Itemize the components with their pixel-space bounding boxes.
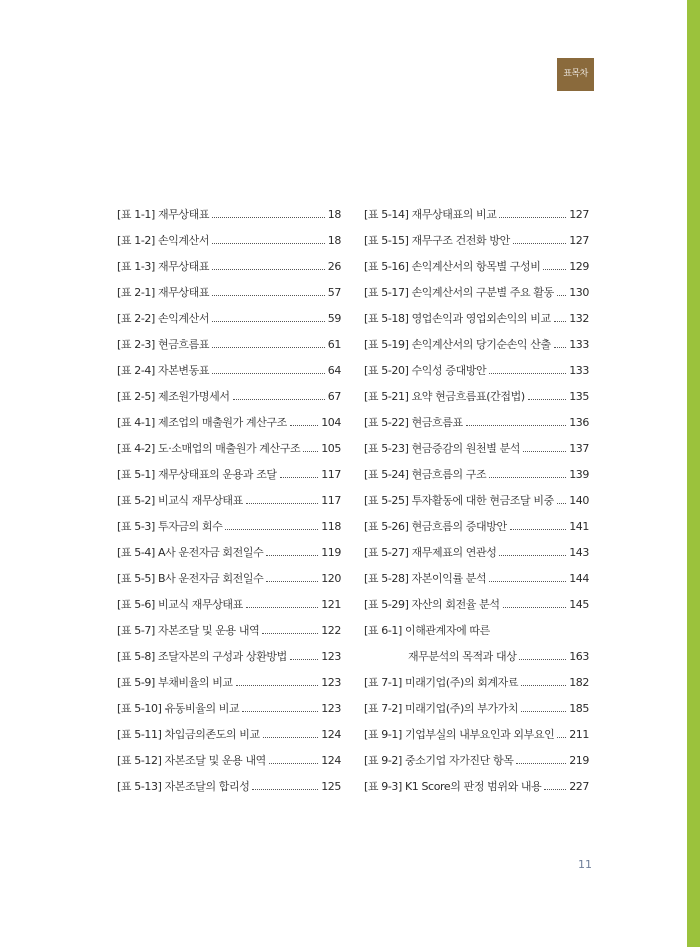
toc-dot-leader — [212, 269, 325, 270]
toc-entry-label: [표 5-22] 현금흐름표 — [364, 416, 463, 429]
toc-entry-page: 105 — [321, 441, 341, 455]
toc-entry-label: [표 2-1] 재무상태표 — [117, 286, 210, 299]
toc-entry-label: [표 5-27] 재무제표의 연관성 — [364, 546, 497, 559]
toc-entry — [364, 695, 589, 721]
toc-entry — [117, 669, 341, 695]
toc-entry — [117, 695, 341, 721]
toc-entry-label: [표 5-26] 현금흐름의 증대방안 — [364, 520, 507, 533]
toc-entry-page: 26 — [327, 259, 341, 273]
toc-entry — [364, 513, 589, 539]
toc-dot-leader — [489, 373, 566, 374]
toc-entry — [117, 409, 341, 435]
toc-entry-label: [표 5-28] 자본이익률 분석 — [364, 572, 487, 585]
toc-entry — [364, 773, 589, 799]
toc-entry — [117, 513, 341, 539]
toc-entry — [364, 357, 589, 383]
toc-entry-label: [표 9-3] K1 Score의 판정 범위와 내용 — [364, 780, 542, 793]
toc-entry-page: 136 — [569, 415, 589, 429]
toc-entry-label: [표 5-20] 수익성 증대방안 — [364, 364, 487, 377]
toc-dot-leader — [246, 503, 318, 504]
toc-entry-label: [표 5-7] 자본조달 및 운용 내역 — [117, 624, 260, 637]
section-tab: 표목차 — [557, 58, 594, 91]
toc-entry-page: 18 — [327, 233, 341, 247]
toc-entry-page: 121 — [321, 597, 341, 611]
toc-entry-label: [표 5-17] 손익계산서의 구분별 주요 활동 — [364, 286, 554, 299]
toc-entry-page: 140 — [569, 493, 589, 507]
toc-entry-label: [표 4-2] 도·소매업의 매출원가 계산구조 — [117, 442, 301, 455]
toc-entry-page: 127 — [569, 233, 589, 247]
toc-dot-leader — [290, 425, 318, 426]
toc-entry-page: 61 — [327, 337, 341, 351]
toc-entry-label: [표 5-15] 재무구조 건전화 방안 — [364, 234, 510, 247]
toc-entry — [117, 617, 341, 643]
toc-dot-leader — [246, 607, 318, 608]
toc-entry — [117, 435, 341, 461]
toc-dot-leader — [212, 321, 325, 322]
toc-entry-page: 163 — [569, 649, 589, 663]
toc-entry — [117, 591, 341, 617]
toc-entry-page: 18 — [327, 207, 341, 221]
toc-entry-page: 104 — [321, 415, 341, 429]
toc-entry — [364, 669, 589, 695]
toc-dot-leader — [242, 711, 318, 712]
toc-dot-leader — [513, 243, 566, 244]
toc-entry — [364, 617, 589, 643]
toc-entry-label: [표 5-4] A사 운전자금 회전일수 — [117, 546, 264, 559]
toc-dot-leader — [269, 763, 318, 764]
toc-entry-label: [표 5-19] 손익계산서의 당기순손익 산출 — [364, 338, 551, 351]
toc-entry — [364, 383, 589, 409]
toc-entry-label: [표 2-2] 손익계산서 — [117, 312, 210, 325]
toc-dot-leader — [544, 789, 566, 790]
toc-entry-page: 123 — [321, 675, 341, 689]
toc-entry-page: 67 — [327, 389, 341, 403]
toc-entry-label: [표 2-3] 현금흐름표 — [117, 338, 210, 351]
toc-dot-leader — [499, 555, 566, 556]
toc-entry-label: [표 7-2] 미래기업(주)의 부가가치 — [364, 702, 519, 715]
toc-entry — [117, 357, 341, 383]
toc-entry — [364, 487, 589, 513]
toc-entry-page: 123 — [321, 649, 341, 663]
toc-dot-leader — [236, 685, 319, 686]
toc-dot-leader — [554, 347, 567, 348]
toc-dot-leader — [503, 607, 567, 608]
toc-entry-label: [표 1-1] 재무상태표 — [117, 208, 210, 221]
toc-dot-leader — [557, 737, 566, 738]
toc-entry-label: [표 5-14] 재무상태표의 비교 — [364, 208, 497, 221]
toc-left-column — [117, 201, 341, 799]
toc-dot-leader — [225, 529, 318, 530]
toc-entry — [364, 253, 589, 279]
toc-entry — [117, 539, 341, 565]
toc-dot-leader — [528, 399, 566, 400]
toc-right-column — [364, 201, 589, 799]
toc-entry — [117, 305, 341, 331]
toc-dot-leader — [521, 685, 566, 686]
toc-dot-leader — [252, 789, 318, 790]
toc-entry — [364, 279, 589, 305]
toc-dot-leader — [519, 659, 566, 660]
toc-dot-leader — [280, 477, 319, 478]
toc-entry-page: 132 — [569, 311, 589, 325]
toc-entry-label: [표 5-16] 손익계산서의 항목별 구성비 — [364, 260, 541, 273]
toc-entry — [117, 331, 341, 357]
toc-entry-label: [표 5-5] B사 운전자금 회전일수 — [117, 572, 264, 585]
toc-entry-label: [표 5-10] 유동비율의 비교 — [117, 702, 240, 715]
toc-entry — [117, 773, 341, 799]
toc-entry-label: [표 2-4] 자본변동표 — [117, 364, 210, 377]
toc-dot-leader — [554, 321, 567, 322]
toc-entry — [117, 227, 341, 253]
toc-entry-label: [표 1-3] 재무상태표 — [117, 260, 210, 273]
toc-entry-page: 127 — [569, 207, 589, 221]
toc-entry-page: 182 — [569, 675, 589, 689]
toc-entry-label: [표 5-24] 현금흐름의 구조 — [364, 468, 487, 481]
toc-entry — [364, 331, 589, 357]
toc-entry — [364, 461, 589, 487]
toc-entry — [364, 305, 589, 331]
toc-entry-page: 125 — [321, 779, 341, 793]
toc-entry-page: 120 — [321, 571, 341, 585]
toc-entry-page: 143 — [569, 545, 589, 559]
toc-entry-label: [표 4-1] 제조업의 매출원가 계산구조 — [117, 416, 287, 429]
toc-dot-leader — [212, 295, 325, 296]
toc-entry — [117, 201, 341, 227]
toc-entry-page: 211 — [569, 727, 589, 741]
toc-entry-page: 124 — [321, 727, 341, 741]
toc-entry — [364, 747, 589, 773]
toc-entry-page: 57 — [327, 285, 341, 299]
toc-dot-leader — [263, 737, 319, 738]
toc-dot-leader — [521, 711, 566, 712]
toc-entry-label: [표 5-12] 자본조달 및 운용 내역 — [117, 754, 266, 767]
toc-dot-leader — [466, 425, 567, 426]
toc-entry-page: 129 — [569, 259, 589, 273]
toc-entry-page: 130 — [569, 285, 589, 299]
toc-entry-label: [표 5-25] 투자활동에 대한 현금조달 비중 — [364, 494, 554, 507]
toc-entry-label: [표 5-9] 부채비율의 비교 — [117, 676, 233, 689]
toc-dot-leader — [543, 269, 566, 270]
toc-dot-leader — [233, 399, 325, 400]
toc-entry-label: [표 6-1] 이해관계자에 따른 — [364, 624, 490, 637]
toc-entry-label: [표 5-23] 현금증감의 원천별 분석 — [364, 442, 521, 455]
toc-dot-leader — [262, 633, 318, 634]
toc-entry-page: 118 — [321, 519, 341, 533]
toc-entry-label: [표 5-13] 자본조달의 합리성 — [117, 780, 250, 793]
toc-dot-leader — [266, 555, 318, 556]
toc-dot-leader — [557, 503, 566, 504]
toc-entry-page: 133 — [569, 337, 589, 351]
toc-entry — [364, 539, 589, 565]
toc-dot-leader — [523, 451, 566, 452]
toc-entry-page: 59 — [327, 311, 341, 325]
toc-entry-page: 123 — [321, 701, 341, 715]
toc-entry-page: 227 — [569, 779, 589, 793]
toc-entry-page: 135 — [569, 389, 589, 403]
toc-dot-leader — [266, 581, 318, 582]
toc-entry-label: [표 5-11] 차입금의존도의 비교 — [117, 728, 260, 741]
toc-entry — [117, 461, 341, 487]
toc-entry-label: [표 5-3] 투자금의 회수 — [117, 520, 223, 533]
toc-entry-page: 124 — [321, 753, 341, 767]
toc-entry-page: 122 — [321, 623, 341, 637]
toc-entry — [364, 591, 589, 617]
toc-entry — [364, 227, 589, 253]
toc-entry — [117, 747, 341, 773]
toc-entry-page: 185 — [569, 701, 589, 715]
toc-entry-page: 133 — [569, 363, 589, 377]
toc-entry-label: [표 9-2] 중소기업 자가진단 항목 — [364, 754, 514, 767]
toc-entry — [364, 565, 589, 591]
toc-entry-label: [표 5-18] 영업손익과 영업외손익의 비교 — [364, 312, 551, 325]
toc-entry-label: [표 5-8] 조달자본의 구성과 상환방법 — [117, 650, 287, 663]
toc-entry-page: 119 — [321, 545, 341, 559]
toc-entry-label: [표 2-5] 제조원가명세서 — [117, 390, 230, 403]
toc-entry — [364, 435, 589, 461]
toc-dot-leader — [557, 295, 566, 296]
toc-dot-leader — [516, 763, 566, 764]
edge-color-stripe — [687, 0, 700, 947]
toc-entry-label: [표 5-1] 재무상태표의 운용과 조달 — [117, 468, 277, 481]
toc-entry-page: 64 — [327, 363, 341, 377]
toc-entry-label: [표 9-1] 기업부실의 내부요인과 외부요인 — [364, 728, 555, 741]
toc-entry-label: 재무분석의 목적과 대상 — [408, 650, 517, 663]
toc-entry — [117, 565, 341, 591]
toc-dot-leader — [212, 373, 325, 374]
toc-entry — [117, 721, 341, 747]
toc-entry-label: [표 7-1] 미래기업(주)의 회계자료 — [364, 676, 519, 689]
toc-entry-label: [표 5-6] 비교식 재무상태표 — [117, 598, 243, 611]
toc-dot-leader — [212, 243, 325, 244]
toc-dot-leader — [499, 217, 566, 218]
toc-entry — [117, 487, 341, 513]
toc-entry-page: 141 — [569, 519, 589, 533]
toc-entry-label: [표 5-2] 비교식 재무상태표 — [117, 494, 243, 507]
toc-entry-page: 137 — [569, 441, 589, 455]
toc-entry-label: [표 5-21] 요약 현금흐름표(간접법) — [364, 390, 525, 403]
toc-dot-leader — [489, 477, 566, 478]
toc-entry — [117, 253, 341, 279]
toc-dot-leader — [212, 347, 325, 348]
toc-entry-page: 144 — [569, 571, 589, 585]
toc-dot-leader — [303, 451, 318, 452]
toc-entry — [117, 643, 341, 669]
toc-entry — [364, 643, 589, 669]
toc-entry-page: 117 — [321, 467, 341, 481]
toc-entry — [364, 721, 589, 747]
toc-dot-leader — [489, 581, 566, 582]
toc-entry-label: [표 1-2] 손익계산서 — [117, 234, 210, 247]
page-number: 11 — [578, 858, 592, 871]
toc-entry-page: 117 — [321, 493, 341, 507]
toc-entry-label: [표 5-29] 자산의 회전율 분석 — [364, 598, 500, 611]
toc-entry-page: 219 — [569, 753, 589, 767]
toc-entry — [364, 409, 589, 435]
toc-entry-page: 145 — [569, 597, 589, 611]
toc-dot-leader — [212, 217, 325, 218]
toc-entry — [117, 279, 341, 305]
toc-entry-page: 139 — [569, 467, 589, 481]
toc-dot-leader — [290, 659, 318, 660]
toc-entry — [117, 383, 341, 409]
toc-dot-leader — [510, 529, 567, 530]
toc-entry — [364, 201, 589, 227]
